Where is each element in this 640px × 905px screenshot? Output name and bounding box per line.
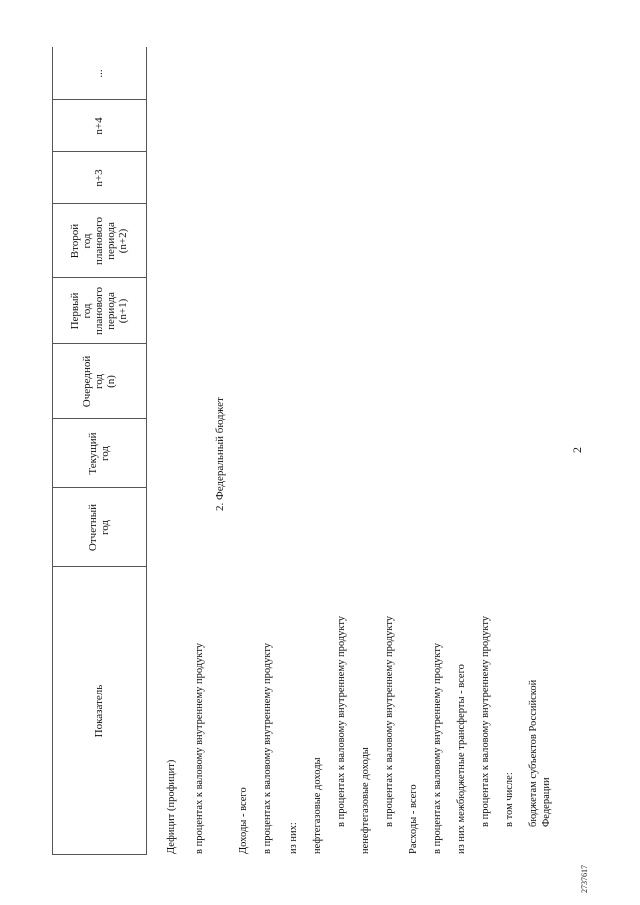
row-transfers-gdp-percent: в процентах к валовому внутреннему продукту [480, 615, 491, 827]
header-more: ... [93, 69, 105, 78]
row-expenditure-gdp-percent: в процентах к валовому внутреннему продукту [432, 642, 443, 854]
row-including: в том числе: [504, 772, 515, 827]
header-first-planning-year: Первый год планового периода (n+1) [69, 287, 129, 336]
row-revenue-gdp-percent: в процентах к валовому внутреннему продукту [262, 642, 273, 854]
row-regions-budgets: бюджетам субъектов Российской [528, 679, 539, 827]
section-title: 2. Федеральный бюджет [214, 397, 226, 511]
header-n3: n+3 [93, 169, 105, 187]
row-oil-gas-revenue: нефтегазовые доходы [312, 757, 323, 854]
row-non-oil-gas-gdp-percent: в процентах к валовому внутреннему продукту [384, 615, 395, 827]
table-header-bottom-border [146, 47, 147, 855]
row-of-them: из них: [288, 822, 299, 854]
header-current-year: Текущий год [87, 432, 111, 475]
row-revenue-total: Доходы - всего [238, 787, 249, 854]
row-oil-gas-gdp-percent: в процентах к валовому внутреннему продукту [336, 615, 347, 827]
row-interbudget-transfers: из них межбюджетные трансферты - всего [456, 664, 467, 854]
header-indicator: Показатель [93, 684, 105, 738]
header-n4: n+4 [93, 117, 105, 135]
header-next-year: Очередной год (n) [81, 355, 117, 408]
row-deficit: Дефицит (профицит) [166, 759, 177, 854]
document-code: 2737617 [580, 865, 589, 893]
header-second-planning-year: Второй год планового периода (n+2) [69, 217, 129, 266]
row-non-oil-gas-revenue: ненефтегазовые доходы [360, 747, 371, 854]
row-expenditure-total: Расходы - всего [408, 784, 419, 854]
row-deficit-gdp-percent: в процентах к валовому внутреннему продукту [194, 642, 205, 854]
page-number: 2 [570, 447, 584, 453]
header-reporting-year: Отчетный год [87, 503, 111, 552]
row-regions-budgets-cont: Федерации [541, 777, 552, 827]
